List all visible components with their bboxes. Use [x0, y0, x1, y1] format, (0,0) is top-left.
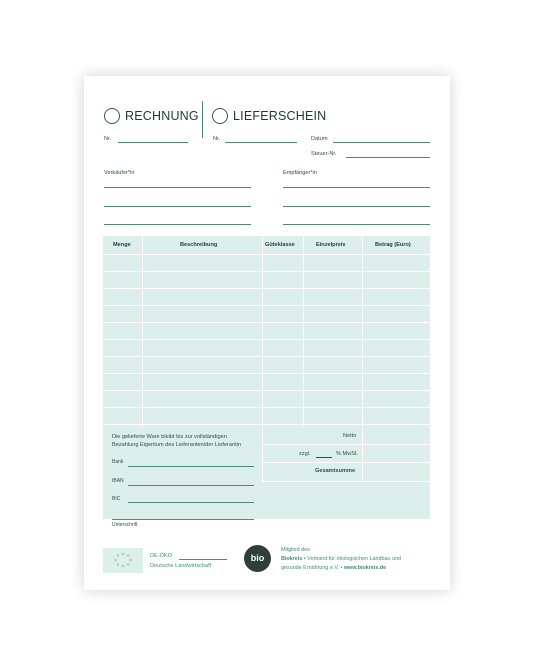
nr-label-1: Nr.	[104, 136, 112, 142]
verkaeufer-line-3[interactable]	[104, 224, 251, 225]
row-divider	[103, 424, 430, 425]
mwst-rate-field[interactable]	[316, 457, 332, 458]
column-divider	[142, 236, 143, 427]
row-divider	[103, 407, 430, 408]
row-divider	[103, 271, 430, 272]
ownership-note	[112, 433, 241, 449]
column-divider	[262, 236, 263, 427]
items-table	[103, 236, 430, 528]
summary-divider	[262, 427, 263, 482]
mwst-label: % MwSt.	[336, 451, 359, 457]
rechnung-checkbox[interactable]	[104, 108, 120, 124]
rechnung-label: RECHNUNG	[125, 109, 199, 123]
datum-field[interactable]	[333, 142, 430, 143]
iban-label: IBAN	[112, 478, 124, 484]
nr-field-2[interactable]	[225, 142, 297, 143]
empfaenger-label: Empfänger*in	[283, 170, 317, 176]
row-divider	[103, 254, 430, 255]
row-divider	[103, 305, 430, 306]
nr-label-2: Nr.	[213, 136, 221, 142]
column-divider	[303, 236, 304, 427]
bank-label: Bank	[112, 459, 124, 465]
row-divider	[103, 373, 430, 374]
netto-label: Netto	[343, 433, 357, 439]
bic-label: BIC	[112, 496, 121, 502]
row-divider	[103, 322, 430, 323]
nr-field-1[interactable]	[118, 142, 188, 143]
gesamtsumme-label: Gesamtsumme	[315, 468, 356, 474]
summary-row-divider	[262, 462, 430, 463]
lieferschein-checkbox[interactable]	[212, 108, 228, 124]
member-line-2: • Verband für ökologischen Landbau und	[302, 556, 401, 562]
eu-organic-logo	[103, 548, 143, 573]
bank-field[interactable]	[128, 466, 254, 467]
control-number-field[interactable]	[179, 559, 227, 560]
empfaenger-line-3[interactable]	[283, 224, 430, 225]
member-url[interactable]: www.biokreis.de	[343, 565, 387, 571]
summary-divider	[362, 427, 363, 482]
verkaeufer-line-2[interactable]	[104, 206, 251, 207]
member-line-1: Mitglied des	[281, 547, 310, 553]
member-line-3: gesunde Ernährung e.V. •	[281, 565, 344, 571]
empfaenger-line-1[interactable]	[283, 187, 430, 188]
iban-field[interactable]	[128, 485, 254, 486]
steuer-label: Steuer-Nr.	[311, 151, 337, 157]
row-divider	[103, 288, 430, 289]
member-brand: Biokreis	[281, 556, 303, 562]
bic-field[interactable]	[128, 502, 254, 503]
summary-row-divider	[262, 444, 430, 445]
signature-field[interactable]	[112, 519, 254, 520]
col-header-einzelpreis: Einzelpreis	[316, 242, 346, 248]
ownership-note-line-1: Die gelieferte Ware bleibt bis zur vollständigen	[112, 434, 227, 440]
row-divider	[103, 390, 430, 391]
row-divider	[103, 356, 430, 357]
col-header-betrag: Betrag (Euro)	[375, 242, 411, 248]
ownership-note-line-2: Bezahlung Eigentum des Lieferanten/der Lieferantin	[112, 442, 242, 448]
verkaeufer-label: Verkäufer*in	[104, 170, 135, 176]
col-header-menge: Menge	[113, 242, 131, 248]
seal-text: bio	[250, 553, 265, 563]
summary-row-divider	[262, 481, 430, 482]
steuer-field[interactable]	[346, 157, 430, 158]
biokreis-seal	[244, 545, 271, 572]
lieferschein-label: LIEFERSCHEIN	[233, 109, 327, 123]
col-header-beschreibung: Beschreibung	[180, 242, 218, 248]
row-divider	[103, 339, 430, 340]
empfaenger-line-2[interactable]	[283, 206, 430, 207]
de-oeko-label: DE-ÖKO	[150, 553, 173, 559]
unterschrift-label: Unterschrift	[112, 522, 138, 528]
column-divider	[362, 236, 363, 427]
verkaeufer-line-1[interactable]	[104, 187, 251, 188]
header-divider	[202, 101, 203, 138]
datum-label: Datum	[311, 136, 328, 142]
col-header-gueteklasse: Güteklasse	[265, 242, 295, 248]
membership-text	[281, 546, 401, 573]
invoice-sheet	[84, 76, 450, 590]
zzgl-label: zzgl.	[299, 451, 311, 457]
deutsche-landwirtschaft-label: Deutsche Landwirtschaft	[150, 563, 212, 569]
